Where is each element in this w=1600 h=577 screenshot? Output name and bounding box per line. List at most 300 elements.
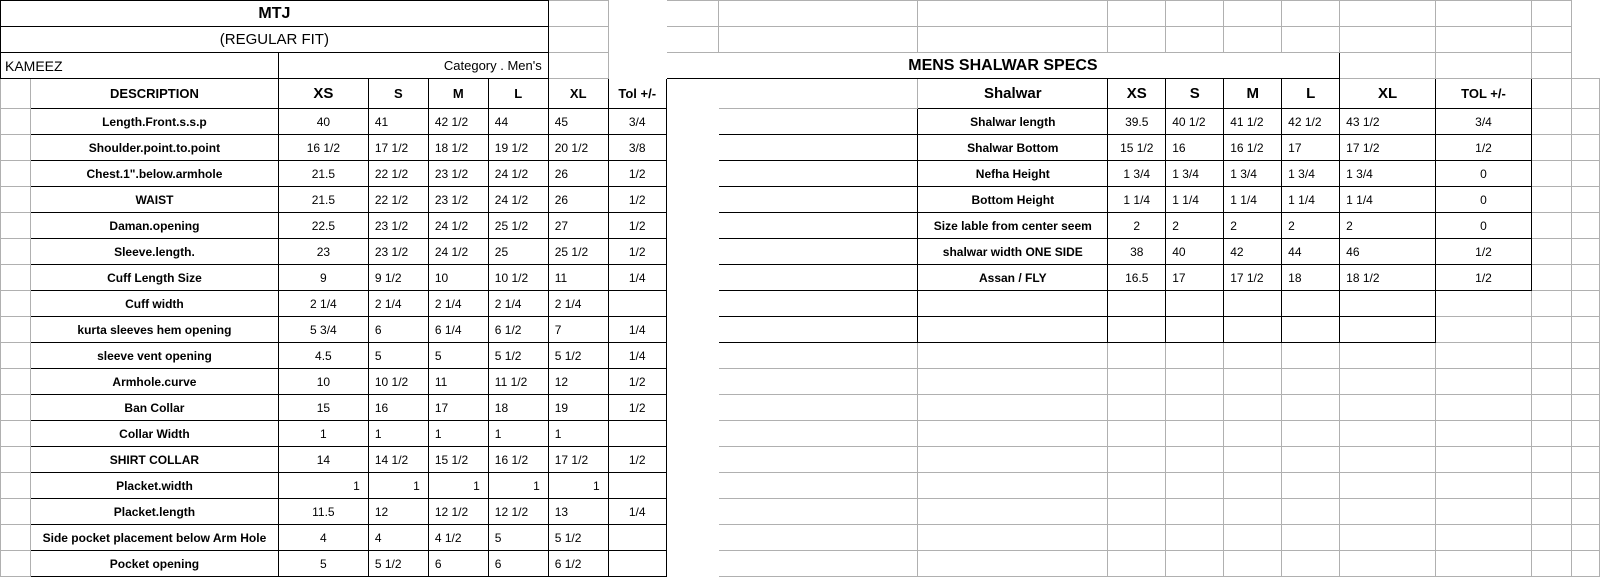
kameez-cell-xl[interactable]: 17 1/2 <box>548 447 608 473</box>
shalwar-cell-xl[interactable]: 1 3/4 <box>1340 161 1436 187</box>
kameez-cell-l[interactable]: 1 <box>488 473 548 499</box>
cell-empty[interactable] <box>918 473 1108 499</box>
cell-empty[interactable] <box>1531 135 1571 161</box>
cell-empty[interactable] <box>666 1 718 27</box>
shalwar-spacer-cell[interactable] <box>718 213 918 239</box>
shalwar-cell-s[interactable]: 17 <box>1166 265 1224 291</box>
kameez-row-label[interactable]: Armhole.curve <box>30 369 278 395</box>
kameez-cell-m[interactable]: 1 <box>428 421 488 447</box>
kameez-row-label[interactable]: Cuff Length Size <box>30 265 278 291</box>
cell-empty[interactable] <box>1108 343 1166 369</box>
cell-empty[interactable] <box>1166 1 1224 27</box>
cell-empty[interactable] <box>1 421 31 447</box>
shalwar-empty-cell[interactable] <box>1282 291 1340 317</box>
kameez-row-label[interactable]: kurta sleeves hem opening <box>30 317 278 343</box>
cell-empty[interactable] <box>1340 499 1436 525</box>
kameez-cell-m[interactable]: 23 1/2 <box>428 187 488 213</box>
shalwar-cell-xl[interactable]: 2 <box>1340 213 1436 239</box>
kameez-cell-l[interactable]: 10 1/2 <box>488 265 548 291</box>
cell-empty[interactable] <box>1436 53 1532 79</box>
kameez-cell-xs[interactable]: 5 <box>278 551 368 577</box>
cell-empty[interactable] <box>918 1 1108 27</box>
kameez-cell-l[interactable]: 5 1/2 <box>488 343 548 369</box>
kameez-cell-tol[interactable] <box>608 291 666 317</box>
shalwar-cell-xs[interactable]: 15 1/2 <box>1108 135 1166 161</box>
cell-empty[interactable] <box>1108 499 1166 525</box>
cell-empty[interactable] <box>1224 369 1282 395</box>
cell-empty[interactable] <box>666 27 718 53</box>
kameez-cell-xl[interactable]: 7 <box>548 317 608 343</box>
cell-empty[interactable] <box>718 27 918 53</box>
cell-empty[interactable] <box>1571 369 1599 395</box>
shalwar-empty-cell[interactable] <box>1108 317 1166 343</box>
shalwar-cell-m[interactable]: 42 <box>1224 239 1282 265</box>
kameez-cell-m[interactable]: 24 1/2 <box>428 239 488 265</box>
shalwar-empty-cell[interactable] <box>1166 317 1224 343</box>
cell-empty[interactable] <box>1531 109 1571 135</box>
kameez-cell-tol[interactable]: 1/4 <box>608 265 666 291</box>
cell-empty[interactable] <box>1531 79 1571 109</box>
shalwar-empty-cell[interactable] <box>1340 291 1436 317</box>
cell-empty[interactable] <box>1531 473 1571 499</box>
kameez-cell-s[interactable]: 1 <box>368 473 428 499</box>
kameez-cell-m[interactable]: 23 1/2 <box>428 161 488 187</box>
shalwar-cell-m[interactable]: 16 1/2 <box>1224 135 1282 161</box>
shalwar-cell-xl[interactable]: 1 1/4 <box>1340 187 1436 213</box>
cell-empty[interactable] <box>918 447 1108 473</box>
cell-empty[interactable] <box>1571 135 1599 161</box>
cell-empty[interactable] <box>1224 343 1282 369</box>
cell-empty[interactable] <box>1436 473 1532 499</box>
kameez-cell-s[interactable]: 5 1/2 <box>368 551 428 577</box>
kameez-cell-xs[interactable]: 22.5 <box>278 213 368 239</box>
kameez-cell-xs[interactable]: 16 1/2 <box>278 135 368 161</box>
cell-empty[interactable] <box>1282 395 1340 421</box>
cell-empty[interactable] <box>718 421 918 447</box>
shalwar-cell-xl[interactable]: 17 1/2 <box>1340 135 1436 161</box>
kameez-cell-tol[interactable]: 1/2 <box>608 395 666 421</box>
shalwar-cell-l[interactable]: 2 <box>1282 213 1340 239</box>
kameez-row-label[interactable]: Pocket opening <box>30 551 278 577</box>
cell-empty[interactable] <box>1531 1 1571 27</box>
shalwar-cell-xs[interactable]: 16.5 <box>1108 265 1166 291</box>
cell-empty[interactable] <box>918 499 1108 525</box>
kameez-row-label[interactable]: Side pocket placement below Arm Hole <box>30 525 278 551</box>
kameez-cell-m[interactable]: 12 1/2 <box>428 499 488 525</box>
shalwar-cell-s[interactable]: 1 1/4 <box>1166 187 1224 213</box>
kameez-cell-xl[interactable]: 26 <box>548 161 608 187</box>
cell-empty[interactable] <box>1571 213 1599 239</box>
cell-empty[interactable] <box>1 213 31 239</box>
cell-empty[interactable] <box>1166 473 1224 499</box>
shalwar-row-label[interactable]: Nefha Height <box>918 161 1108 187</box>
cell-empty[interactable] <box>1340 395 1436 421</box>
kameez-cell-xl[interactable]: 6 1/2 <box>548 551 608 577</box>
kameez-cell-m[interactable]: 24 1/2 <box>428 213 488 239</box>
shalwar-cell-xl[interactable]: 18 1/2 <box>1340 265 1436 291</box>
cell-empty[interactable] <box>1282 525 1340 551</box>
kameez-cell-s[interactable]: 22 1/2 <box>368 187 428 213</box>
cell-empty[interactable] <box>718 499 918 525</box>
shalwar-row-label[interactable]: Shalwar length <box>918 109 1108 135</box>
cell-empty[interactable] <box>1224 395 1282 421</box>
cell-empty[interactable] <box>1 317 31 343</box>
kameez-cell-s[interactable]: 41 <box>368 109 428 135</box>
kameez-row-label[interactable]: Collar Width <box>30 421 278 447</box>
cell-empty[interactable] <box>1436 291 1532 317</box>
cell-empty[interactable] <box>918 395 1108 421</box>
shalwar-cell-xs[interactable]: 2 <box>1108 213 1166 239</box>
cell-empty[interactable] <box>1282 447 1340 473</box>
cell-empty[interactable] <box>1531 291 1571 317</box>
cell-empty[interactable] <box>1340 525 1436 551</box>
shalwar-cell-l[interactable]: 18 <box>1282 265 1340 291</box>
cell-empty[interactable] <box>1531 265 1571 291</box>
cell-empty[interactable] <box>718 79 918 109</box>
kameez-cell-s[interactable]: 14 1/2 <box>368 447 428 473</box>
cell-empty[interactable] <box>1531 421 1571 447</box>
cell-empty[interactable] <box>1108 1 1166 27</box>
kameez-cell-xl[interactable]: 13 <box>548 499 608 525</box>
cell-empty[interactable] <box>918 421 1108 447</box>
shalwar-spacer-cell[interactable] <box>718 317 918 343</box>
cell-empty[interactable] <box>1282 473 1340 499</box>
cell-empty[interactable] <box>1 161 31 187</box>
shalwar-cell-tol[interactable]: 1/2 <box>1436 265 1532 291</box>
kameez-cell-xl[interactable]: 5 1/2 <box>548 525 608 551</box>
kameez-cell-l[interactable]: 6 1/2 <box>488 317 548 343</box>
kameez-cell-s[interactable]: 12 <box>368 499 428 525</box>
shalwar-cell-s[interactable]: 40 <box>1166 239 1224 265</box>
cell-empty[interactable] <box>1340 53 1436 79</box>
shalwar-cell-tol[interactable]: 0 <box>1436 187 1532 213</box>
cell-empty[interactable] <box>1436 343 1532 369</box>
kameez-cell-xl[interactable]: 27 <box>548 213 608 239</box>
cell-empty[interactable] <box>718 525 918 551</box>
kameez-cell-m[interactable]: 6 <box>428 551 488 577</box>
kameez-cell-xl[interactable]: 12 <box>548 369 608 395</box>
cell-empty[interactable] <box>1571 239 1599 265</box>
cell-empty[interactable] <box>1531 213 1571 239</box>
kameez-cell-l[interactable]: 25 1/2 <box>488 213 548 239</box>
shalwar-row-label[interactable]: Bottom Height <box>918 187 1108 213</box>
cell-empty[interactable] <box>548 53 608 79</box>
kameez-cell-tol[interactable]: 3/8 <box>608 135 666 161</box>
cell-empty[interactable] <box>1436 27 1532 53</box>
cell-empty[interactable] <box>1340 473 1436 499</box>
shalwar-empty-cell[interactable] <box>1282 317 1340 343</box>
cell-empty[interactable] <box>1340 1 1436 27</box>
cell-empty[interactable] <box>1282 551 1340 577</box>
cell-empty[interactable] <box>1224 473 1282 499</box>
kameez-cell-xs[interactable]: 9 <box>278 265 368 291</box>
cell-empty[interactable] <box>1108 473 1166 499</box>
kameez-cell-tol[interactable]: 1/2 <box>608 447 666 473</box>
cell-empty[interactable] <box>1571 109 1599 135</box>
cell-empty[interactable] <box>1436 551 1532 577</box>
cell-empty[interactable] <box>1531 53 1571 79</box>
kameez-cell-l[interactable]: 19 1/2 <box>488 135 548 161</box>
shalwar-empty-cell[interactable] <box>1224 291 1282 317</box>
cell-empty[interactable] <box>1108 369 1166 395</box>
kameez-cell-xs[interactable]: 14 <box>278 447 368 473</box>
cell-empty[interactable] <box>1571 79 1599 109</box>
kameez-cell-l[interactable]: 11 1/2 <box>488 369 548 395</box>
cell-empty[interactable] <box>1282 343 1340 369</box>
kameez-row-label[interactable]: Placket.width <box>30 473 278 499</box>
kameez-cell-xs[interactable]: 1 <box>278 421 368 447</box>
kameez-row-label[interactable]: SHIRT COLLAR <box>30 447 278 473</box>
kameez-cell-xs[interactable]: 4.5 <box>278 343 368 369</box>
cell-empty[interactable] <box>1166 421 1224 447</box>
shalwar-spacer-cell[interactable] <box>718 187 918 213</box>
cell-empty[interactable] <box>1531 343 1571 369</box>
cell-empty[interactable] <box>1108 395 1166 421</box>
kameez-cell-l[interactable]: 44 <box>488 109 548 135</box>
cell-empty[interactable] <box>1282 421 1340 447</box>
cell-empty[interactable] <box>1224 1 1282 27</box>
shalwar-spacer-cell[interactable] <box>718 239 918 265</box>
cell-empty[interactable] <box>1436 395 1532 421</box>
kameez-cell-s[interactable]: 23 1/2 <box>368 239 428 265</box>
shalwar-cell-s[interactable]: 2 <box>1166 213 1224 239</box>
cell-empty[interactable] <box>1436 369 1532 395</box>
kameez-cell-tol[interactable]: 1/4 <box>608 499 666 525</box>
cell-empty[interactable] <box>1108 447 1166 473</box>
cell-empty[interactable] <box>718 473 918 499</box>
kameez-cell-xs[interactable]: 5 3/4 <box>278 317 368 343</box>
kameez-cell-tol[interactable]: 1/2 <box>608 213 666 239</box>
kameez-cell-xs[interactable]: 1 <box>278 473 368 499</box>
kameez-cell-xs[interactable]: 2 1/4 <box>278 291 368 317</box>
cell-empty[interactable] <box>1571 317 1599 343</box>
cell-empty[interactable] <box>718 551 918 577</box>
kameez-cell-xl[interactable]: 45 <box>548 109 608 135</box>
kameez-cell-tol[interactable]: 1/2 <box>608 369 666 395</box>
cell-empty[interactable] <box>1436 317 1532 343</box>
cell-empty[interactable] <box>1571 291 1599 317</box>
kameez-cell-l[interactable]: 2 1/4 <box>488 291 548 317</box>
kameez-cell-m[interactable]: 4 1/2 <box>428 525 488 551</box>
kameez-cell-xl[interactable]: 25 1/2 <box>548 239 608 265</box>
cell-empty[interactable] <box>1224 499 1282 525</box>
cell-empty[interactable] <box>1531 525 1571 551</box>
cell-empty[interactable] <box>1531 369 1571 395</box>
kameez-cell-s[interactable]: 22 1/2 <box>368 161 428 187</box>
cell-empty[interactable] <box>1108 27 1166 53</box>
cell-empty[interactable] <box>1 499 31 525</box>
cell-empty[interactable] <box>1 447 31 473</box>
shalwar-cell-m[interactable]: 2 <box>1224 213 1282 239</box>
kameez-cell-xl[interactable]: 1 <box>548 421 608 447</box>
cell-empty[interactable] <box>1571 395 1599 421</box>
cell-empty[interactable] <box>1108 551 1166 577</box>
kameez-cell-s[interactable]: 10 1/2 <box>368 369 428 395</box>
kameez-row-label[interactable]: Chest.1".below.armhole <box>30 161 278 187</box>
cell-empty[interactable] <box>1166 447 1224 473</box>
cell-empty[interactable] <box>548 1 608 27</box>
shalwar-cell-tol[interactable]: 1/2 <box>1436 135 1532 161</box>
kameez-row-label[interactable]: sleeve vent opening <box>30 343 278 369</box>
kameez-cell-tol[interactable]: 3/4 <box>608 109 666 135</box>
kameez-cell-s[interactable]: 9 1/2 <box>368 265 428 291</box>
cell-empty[interactable] <box>1340 551 1436 577</box>
shalwar-cell-l[interactable]: 17 <box>1282 135 1340 161</box>
kameez-cell-tol[interactable]: 1/4 <box>608 317 666 343</box>
kameez-cell-s[interactable]: 4 <box>368 525 428 551</box>
shalwar-empty-cell[interactable] <box>918 317 1108 343</box>
shalwar-cell-xs[interactable]: 39.5 <box>1108 109 1166 135</box>
cell-empty[interactable] <box>1 135 31 161</box>
shalwar-cell-m[interactable]: 1 1/4 <box>1224 187 1282 213</box>
shalwar-spacer-cell[interactable] <box>718 109 918 135</box>
cell-empty[interactable] <box>1571 447 1599 473</box>
cell-empty[interactable] <box>1 551 31 577</box>
cell-empty[interactable] <box>1340 421 1436 447</box>
cell-empty[interactable] <box>1 369 31 395</box>
kameez-row-label[interactable]: WAIST <box>30 187 278 213</box>
cell-empty[interactable] <box>1571 473 1599 499</box>
kameez-cell-l[interactable]: 1 <box>488 421 548 447</box>
cell-empty[interactable] <box>718 343 918 369</box>
kameez-row-label[interactable]: Sleeve.length. <box>30 239 278 265</box>
shalwar-cell-m[interactable]: 17 1/2 <box>1224 265 1282 291</box>
shalwar-empty-cell[interactable] <box>918 291 1108 317</box>
cell-empty[interactable] <box>918 525 1108 551</box>
kameez-cell-m[interactable]: 42 1/2 <box>428 109 488 135</box>
cell-empty[interactable] <box>1340 27 1436 53</box>
cell-empty[interactable] <box>1340 343 1436 369</box>
cell-empty[interactable] <box>1224 447 1282 473</box>
shalwar-cell-xl[interactable]: 46 <box>1340 239 1436 265</box>
shalwar-cell-l[interactable]: 1 1/4 <box>1282 187 1340 213</box>
kameez-cell-xs[interactable]: 11.5 <box>278 499 368 525</box>
shalwar-cell-m[interactable]: 1 3/4 <box>1224 161 1282 187</box>
cell-empty[interactable] <box>1282 369 1340 395</box>
cell-empty[interactable] <box>1 395 31 421</box>
cell-empty[interactable] <box>1571 265 1599 291</box>
cell-empty[interactable] <box>1 239 31 265</box>
cell-empty[interactable] <box>1531 27 1571 53</box>
cell-empty[interactable] <box>1 343 31 369</box>
cell-empty[interactable] <box>1571 525 1599 551</box>
shalwar-cell-xl[interactable]: 43 1/2 <box>1340 109 1436 135</box>
cell-empty[interactable] <box>918 369 1108 395</box>
shalwar-cell-l[interactable]: 42 1/2 <box>1282 109 1340 135</box>
kameez-cell-xl[interactable]: 26 <box>548 187 608 213</box>
cell-empty[interactable] <box>1531 447 1571 473</box>
cell-empty[interactable] <box>918 27 1108 53</box>
cell-empty[interactable] <box>1531 395 1571 421</box>
cell-empty[interactable] <box>1224 551 1282 577</box>
cell-empty[interactable] <box>1571 499 1599 525</box>
kameez-row-label[interactable]: Shoulder.point.to.point <box>30 135 278 161</box>
cell-empty[interactable] <box>548 27 608 53</box>
kameez-cell-tol[interactable] <box>608 525 666 551</box>
kameez-cell-s[interactable]: 1 <box>368 421 428 447</box>
kameez-cell-m[interactable]: 17 <box>428 395 488 421</box>
kameez-cell-m[interactable]: 18 1/2 <box>428 135 488 161</box>
kameez-cell-xs[interactable]: 10 <box>278 369 368 395</box>
cell-empty[interactable] <box>918 343 1108 369</box>
kameez-cell-s[interactable]: 6 <box>368 317 428 343</box>
cell-empty[interactable] <box>1166 27 1224 53</box>
cell-empty[interactable] <box>1531 239 1571 265</box>
cell-empty[interactable] <box>1531 551 1571 577</box>
cell-empty[interactable] <box>1166 551 1224 577</box>
kameez-cell-l[interactable]: 24 1/2 <box>488 187 548 213</box>
shalwar-cell-xs[interactable]: 1 1/4 <box>1108 187 1166 213</box>
shalwar-cell-xs[interactable]: 1 3/4 <box>1108 161 1166 187</box>
shalwar-cell-tol[interactable]: 3/4 <box>1436 109 1532 135</box>
cell-empty[interactable] <box>1282 499 1340 525</box>
kameez-cell-s[interactable]: 2 1/4 <box>368 291 428 317</box>
kameez-cell-s[interactable]: 17 1/2 <box>368 135 428 161</box>
kameez-cell-l[interactable]: 25 <box>488 239 548 265</box>
kameez-cell-tol[interactable]: 1/2 <box>608 239 666 265</box>
cell-empty[interactable] <box>1166 343 1224 369</box>
cell-empty[interactable] <box>1166 369 1224 395</box>
cell-empty[interactable] <box>1571 161 1599 187</box>
cell-empty[interactable] <box>1166 499 1224 525</box>
cell-empty[interactable] <box>1224 27 1282 53</box>
shalwar-spacer-cell[interactable] <box>718 135 918 161</box>
kameez-row-label[interactable]: Cuff width <box>30 291 278 317</box>
kameez-cell-m[interactable]: 2 1/4 <box>428 291 488 317</box>
kameez-cell-tol[interactable] <box>608 551 666 577</box>
cell-empty[interactable] <box>918 551 1108 577</box>
cell-empty[interactable] <box>1531 161 1571 187</box>
cell-empty[interactable] <box>1571 421 1599 447</box>
kameez-cell-m[interactable]: 10 <box>428 265 488 291</box>
kameez-cell-l[interactable]: 12 1/2 <box>488 499 548 525</box>
kameez-cell-xs[interactable]: 21.5 <box>278 161 368 187</box>
kameez-cell-xs[interactable]: 40 <box>278 109 368 135</box>
shalwar-spacer-cell[interactable] <box>718 161 918 187</box>
kameez-row-label[interactable]: Length.Front.s.s.p <box>30 109 278 135</box>
cell-empty[interactable] <box>1 291 31 317</box>
kameez-cell-m[interactable]: 5 <box>428 343 488 369</box>
cell-empty[interactable] <box>718 369 918 395</box>
shalwar-row-label[interactable]: Assan / FLY <box>918 265 1108 291</box>
kameez-cell-tol[interactable] <box>608 473 666 499</box>
kameez-row-label[interactable]: Daman.opening <box>30 213 278 239</box>
shalwar-cell-tol[interactable]: 0 <box>1436 161 1532 187</box>
kameez-cell-s[interactable]: 23 1/2 <box>368 213 428 239</box>
cell-empty[interactable] <box>1 473 31 499</box>
kameez-cell-xs[interactable]: 21.5 <box>278 187 368 213</box>
shalwar-cell-l[interactable]: 1 3/4 <box>1282 161 1340 187</box>
cell-empty[interactable] <box>1224 421 1282 447</box>
kameez-cell-xl[interactable]: 11 <box>548 265 608 291</box>
shalwar-cell-xs[interactable]: 38 <box>1108 239 1166 265</box>
cell-empty[interactable] <box>1436 447 1532 473</box>
shalwar-cell-s[interactable]: 16 <box>1166 135 1224 161</box>
cell-empty[interactable] <box>1571 187 1599 213</box>
cell-empty[interactable] <box>1571 551 1599 577</box>
kameez-cell-m[interactable]: 1 <box>428 473 488 499</box>
kameez-row-label[interactable]: Placket.length <box>30 499 278 525</box>
kameez-cell-tol[interactable]: 1/2 <box>608 187 666 213</box>
kameez-cell-l[interactable]: 24 1/2 <box>488 161 548 187</box>
kameez-cell-tol[interactable]: 1/4 <box>608 343 666 369</box>
shalwar-empty-cell[interactable] <box>1166 291 1224 317</box>
kameez-cell-l[interactable]: 16 1/2 <box>488 447 548 473</box>
shalwar-row-label[interactable]: Shalwar Bottom <box>918 135 1108 161</box>
kameez-cell-xs[interactable]: 15 <box>278 395 368 421</box>
kameez-cell-l[interactable]: 5 <box>488 525 548 551</box>
kameez-cell-xs[interactable]: 23 <box>278 239 368 265</box>
